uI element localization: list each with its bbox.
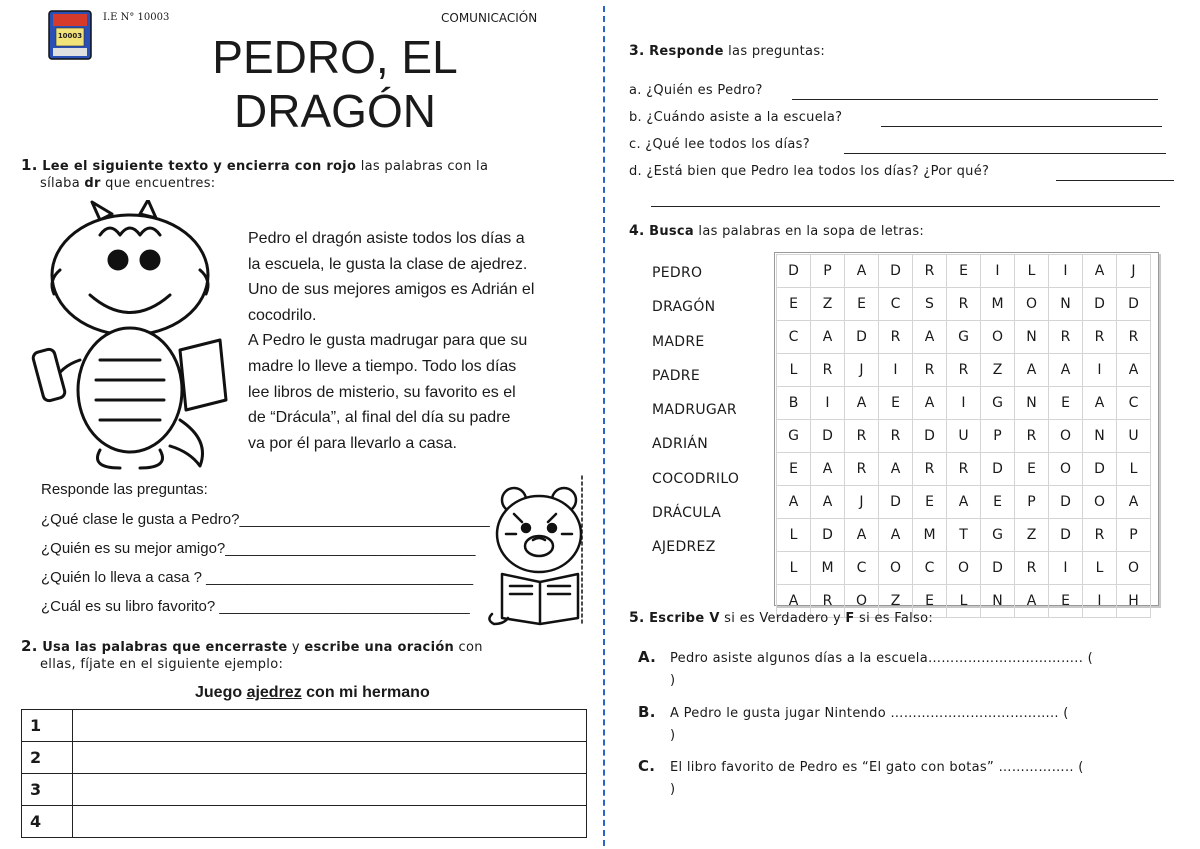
section3-bold: Responde [649, 44, 724, 59]
section5-number: 5. [629, 610, 645, 626]
grid-letter[interactable]: N [1015, 387, 1049, 420]
table-row [22, 742, 587, 774]
section2-instructions [21, 638, 591, 673]
word-list-item: PADRE [652, 367, 700, 384]
grid-letter[interactable]: P [1015, 486, 1049, 519]
sentence-table [21, 709, 587, 838]
grid-letter[interactable]: G [981, 519, 1015, 552]
grid-letter[interactable]: L [777, 552, 811, 585]
item-text: Pedro asiste algunos días a la escuela…………………………….. ( [670, 651, 1093, 666]
grid-letter[interactable]: L [777, 354, 811, 387]
grid-letter[interactable]: N [1015, 321, 1049, 354]
section5-text-b: si es Falso: [854, 611, 934, 626]
questions1-heading: Responde las preguntas: [41, 481, 208, 498]
grid-letter[interactable]: A [777, 585, 811, 618]
grid-letter[interactable]: A [1117, 354, 1151, 387]
grid-letter[interactable]: M [913, 519, 947, 552]
grid-letter[interactable]: I [811, 387, 845, 420]
section4-number: 4. [629, 223, 645, 239]
grid-letter[interactable]: C [777, 321, 811, 354]
grid-letter[interactable]: D [1049, 519, 1083, 552]
section2-bold-a: Usa las palabras que encerraste [42, 640, 288, 655]
table-row [22, 806, 587, 838]
grid-letter[interactable]: J [845, 486, 879, 519]
school-name: I.E N° 10003 [103, 12, 170, 23]
grid-letter[interactable]: A [811, 453, 845, 486]
grid-row [777, 354, 1151, 387]
sentence-cell[interactable] [73, 806, 587, 838]
word-list-item: DRAGÓN [652, 299, 716, 316]
grid-letter[interactable]: U [947, 420, 981, 453]
grid-letter[interactable]: Z [981, 354, 1015, 387]
grid-letter[interactable]: I [1083, 585, 1117, 618]
section1-text-b: sílaba [40, 176, 85, 191]
example-pre: Juego [195, 684, 247, 701]
grid-letter[interactable]: D [879, 486, 913, 519]
grid-letter[interactable]: R [913, 453, 947, 486]
item-close: ) [670, 728, 676, 743]
example-word: ajedrez [246, 684, 302, 701]
grid-letter[interactable]: R [845, 420, 879, 453]
section2-number: 2. [21, 637, 38, 655]
title-line-2: DRAGÓN [234, 85, 436, 137]
grid-letter[interactable]: A [913, 321, 947, 354]
grid-letter[interactable]: E [777, 288, 811, 321]
section1-number: 1. [21, 156, 38, 174]
answer-line[interactable] [881, 126, 1162, 127]
grid-letter[interactable]: E [1049, 585, 1083, 618]
grid-letter[interactable]: E [845, 288, 879, 321]
item-letter: A. [638, 648, 657, 666]
grid-letter[interactable]: I [1049, 552, 1083, 585]
grid-letter[interactable]: E [981, 486, 1015, 519]
grid-letter[interactable]: S [913, 288, 947, 321]
grid-letter[interactable]: B [777, 387, 811, 420]
grid-letter[interactable]: A [1015, 585, 1049, 618]
grid-letter[interactable]: R [947, 453, 981, 486]
grid-letter[interactable]: A [1015, 354, 1049, 387]
story-text [248, 226, 588, 472]
section3-question-c: c. ¿Qué lee todos los días? [629, 137, 810, 152]
grid-letter[interactable]: R [1049, 321, 1083, 354]
grid-letter[interactable]: H [1117, 585, 1151, 618]
grid-letter[interactable]: D [1083, 453, 1117, 486]
grid-letter[interactable]: A [811, 321, 845, 354]
word-list-item: COCODRILO [652, 470, 740, 487]
grid-row [777, 552, 1151, 585]
row-number: 4 [22, 806, 73, 838]
row-number: 2 [22, 742, 73, 774]
grid-letter[interactable]: R [1015, 552, 1049, 585]
word-list-item: DRÁCULA [652, 505, 722, 522]
grid-letter[interactable]: O [1049, 420, 1083, 453]
item-close: ) [670, 673, 676, 688]
grid-letter[interactable]: J [1117, 255, 1151, 288]
grid-letter[interactable]: C [879, 288, 913, 321]
grid-letter[interactable]: R [845, 453, 879, 486]
grid-letter[interactable]: D [811, 420, 845, 453]
grid-letter[interactable]: N [1083, 420, 1117, 453]
section3-heading [629, 43, 825, 59]
grid-letter[interactable]: J [845, 354, 879, 387]
grid-letter[interactable]: I [879, 354, 913, 387]
word-list-item: PEDRO [652, 265, 703, 281]
row-number: 1 [22, 710, 73, 742]
column-divider [603, 6, 605, 846]
grid-letter[interactable]: D [879, 255, 913, 288]
grid-letter[interactable]: R [1083, 321, 1117, 354]
grid-row [777, 486, 1151, 519]
grid-row [777, 288, 1151, 321]
grid-letter[interactable]: E [879, 387, 913, 420]
grid-row [777, 420, 1151, 453]
question-item: ¿Cuál es su libro favorito? ______________________________ [41, 598, 470, 615]
grid-letter[interactable]: A [777, 486, 811, 519]
row-number: 3 [22, 774, 73, 806]
grid-letter[interactable]: N [981, 585, 1015, 618]
grid-letter[interactable]: I [981, 255, 1015, 288]
answer-line[interactable] [844, 153, 1166, 154]
table-row [22, 710, 587, 742]
grid-letter[interactable]: R [947, 354, 981, 387]
grid-letter[interactable]: I [1083, 354, 1117, 387]
story-line: lee libros de misterio, su favorito es el [248, 383, 516, 401]
grid-row [777, 519, 1151, 552]
questions1 [41, 481, 491, 627]
grid-letter[interactable]: Z [879, 585, 913, 618]
grid-letter[interactable]: E [1049, 387, 1083, 420]
example-post: con mi hermano [301, 684, 430, 701]
grid-letter[interactable]: A [845, 387, 879, 420]
grid-letter[interactable]: A [845, 519, 879, 552]
grid-letter[interactable]: M [811, 552, 845, 585]
story-line: Pedro el dragón asiste todos los días a [248, 230, 525, 247]
logo-number: 10003 [57, 32, 83, 40]
section1-instructions [21, 157, 591, 192]
word-search-grid [776, 254, 1151, 618]
grid-letter[interactable]: D [845, 321, 879, 354]
section2-text-b: con [454, 640, 483, 655]
story-line: va por él para llevarlo a casa. [248, 434, 457, 452]
grid-row [777, 321, 1151, 354]
grid-letter[interactable]: I [1049, 255, 1083, 288]
grid-letter[interactable]: R [811, 585, 845, 618]
grid-letter[interactable]: C [845, 552, 879, 585]
section5-bold-b: F [845, 611, 855, 626]
grid-letter[interactable]: E [947, 255, 981, 288]
sentence-cell[interactable] [73, 742, 587, 774]
story-line: la escuela, le gusta la clase de ajedrez. [248, 255, 528, 273]
section3-question-d: d. ¿Está bien que Pedro lea todos los días? ¿Por qué? [629, 164, 990, 179]
grid-letter[interactable]: P [811, 255, 845, 288]
grid-letter[interactable]: O [1083, 486, 1117, 519]
grid-letter[interactable]: E [913, 585, 947, 618]
grid-letter[interactable]: D [811, 519, 845, 552]
grid-letter[interactable]: D [777, 255, 811, 288]
grid-letter[interactable]: D [913, 420, 947, 453]
grid-letter[interactable]: R [1117, 321, 1151, 354]
answer-line[interactable] [1056, 180, 1174, 181]
grid-letter[interactable]: R [1015, 420, 1049, 453]
grid-letter[interactable]: A [1117, 486, 1151, 519]
word-list-item: AJEDREZ [652, 539, 716, 556]
grid-letter[interactable]: R [879, 420, 913, 453]
grid-letter[interactable]: D [1049, 486, 1083, 519]
section4-text: las palabras en la sopa de letras: [694, 224, 925, 239]
grid-letter[interactable]: G [777, 420, 811, 453]
grid-letter[interactable]: E [1015, 453, 1049, 486]
school-logo [48, 10, 92, 60]
true-false-item-c [638, 752, 1178, 798]
grid-letter[interactable]: T [947, 519, 981, 552]
grid-letter[interactable]: O [845, 585, 879, 618]
section3-question-a: a. ¿Quién es Pedro? [629, 83, 763, 98]
grid-letter[interactable]: A [913, 387, 947, 420]
grid-letter[interactable]: U [1117, 420, 1151, 453]
grid-letter[interactable]: C [913, 552, 947, 585]
section3-question-b: b. ¿Cuándo asiste a la escuela? [629, 110, 843, 125]
grid-letter[interactable]: A [947, 486, 981, 519]
grid-letter[interactable]: A [1049, 354, 1083, 387]
grid-letter[interactable]: G [981, 387, 1015, 420]
grid-letter[interactable]: I [947, 387, 981, 420]
grid-letter[interactable]: R [913, 354, 947, 387]
story-line: madre lo lleve a tiempo. Todo los días [248, 357, 517, 375]
reading-tiger-illustration [484, 474, 592, 626]
grid-letter[interactable]: O [981, 321, 1015, 354]
section4-heading [629, 223, 924, 239]
section3-text: las preguntas: [723, 44, 826, 59]
grid-letter[interactable]: A [845, 255, 879, 288]
title-line-1: PEDRO, EL [212, 31, 458, 83]
grid-letter[interactable]: R [1083, 519, 1117, 552]
grid-letter[interactable]: O [879, 552, 913, 585]
section1-text-a: las palabras con la [356, 159, 489, 174]
section5-heading [629, 610, 933, 626]
grid-letter[interactable]: L [1117, 453, 1151, 486]
story-line: de “Drácula”, al final del día su padre [248, 409, 511, 427]
grid-letter[interactable]: A [1083, 255, 1117, 288]
grid-letter[interactable]: A [879, 519, 913, 552]
grid-letter[interactable]: M [981, 288, 1015, 321]
answer-line[interactable] [792, 99, 1158, 100]
question-item: ¿Quién lo lleva a casa ? ________________________________ [41, 569, 474, 586]
grid-letter[interactable]: P [981, 420, 1015, 453]
item-letter: C. [638, 757, 656, 775]
grid-letter[interactable]: D [1117, 288, 1151, 321]
section3-number: 3. [629, 43, 645, 59]
grid-letter[interactable]: Z [811, 288, 845, 321]
word-list-item: MADRE [652, 333, 705, 350]
story-line: A Pedro le gusta madrugar para que su [248, 332, 528, 350]
grid-letter[interactable]: D [1083, 288, 1117, 321]
item-close: ) [670, 782, 676, 797]
grid-letter[interactable]: D [981, 453, 1015, 486]
grid-letter[interactable]: D [981, 552, 1015, 585]
section1-bold: Lee el siguiente texto y encierra con rojo [42, 159, 357, 174]
grid-letter[interactable]: O [947, 552, 981, 585]
section2-text-c: ellas, fíjate en el siguiente ejemplo: [40, 657, 284, 672]
grid-letter[interactable]: L [1015, 255, 1049, 288]
grid-letter[interactable]: O [1049, 453, 1083, 486]
answer-line[interactable] [651, 206, 1160, 207]
word-list [652, 265, 739, 574]
item-text: El libro favorito de Pedro es “El gato con botas” …………….. ( [670, 760, 1084, 775]
question-item: ¿Quién es su mejor amigo?______________________________ [41, 540, 476, 557]
table-row [22, 774, 587, 806]
grid-letter[interactable]: L [1083, 552, 1117, 585]
story-line: Uno de sus mejores amigos es Adrián el [248, 281, 535, 299]
section4-bold: Busca [649, 224, 694, 239]
item-text: A Pedro le gusta jugar Nintendo ……………………………….. ( [670, 706, 1069, 721]
grid-letter[interactable]: A [1083, 387, 1117, 420]
section2-bold-b: escribe una oración [304, 640, 455, 655]
section1-syllable: dr [84, 176, 101, 191]
grid-letter[interactable]: N [1049, 288, 1083, 321]
word-list-item: MADRUGAR [652, 402, 737, 419]
grid-letter[interactable]: L [777, 519, 811, 552]
grid-letter[interactable]: A [811, 486, 845, 519]
grid-letter[interactable]: O [1117, 552, 1151, 585]
word-list-item: ADRIÁN [652, 436, 709, 453]
grid-row [777, 255, 1151, 288]
example-sentence [195, 684, 430, 702]
page-title [150, 30, 520, 138]
grid-letter[interactable]: A [879, 453, 913, 486]
dragon-illustration [30, 200, 230, 472]
grid-letter[interactable]: G [947, 321, 981, 354]
sentence-cell[interactable] [73, 774, 587, 806]
true-false-item-a [638, 643, 1178, 689]
question-item: ¿Qué clase le gusta a Pedro?______________________________ [41, 511, 490, 528]
story-line: cocodrilo. [248, 306, 317, 324]
grid-letter[interactable]: L [947, 585, 981, 618]
grid-letter[interactable]: R [947, 288, 981, 321]
grid-letter[interactable]: R [811, 354, 845, 387]
sentence-cell[interactable] [73, 710, 587, 742]
subject-label: COMUNICACIÓN [441, 11, 538, 25]
grid-row [777, 453, 1151, 486]
grid-letter[interactable]: R [879, 321, 913, 354]
grid-letter[interactable]: E [777, 453, 811, 486]
grid-letter[interactable]: P [1117, 519, 1151, 552]
section2-text-a: y [287, 640, 305, 655]
grid-letter[interactable]: E [913, 486, 947, 519]
true-false-item-b [638, 698, 1178, 744]
grid-letter[interactable]: Z [1015, 519, 1049, 552]
section5-bold-a: Escribe V [649, 611, 720, 626]
grid-row [777, 387, 1151, 420]
section5-text-a: si es Verdadero y [719, 611, 846, 626]
item-letter: B. [638, 703, 656, 721]
grid-letter[interactable]: R [913, 255, 947, 288]
grid-letter[interactable]: O [1015, 288, 1049, 321]
section1-text-c: que encuentres: [100, 176, 216, 191]
grid-letter[interactable]: C [1117, 387, 1151, 420]
